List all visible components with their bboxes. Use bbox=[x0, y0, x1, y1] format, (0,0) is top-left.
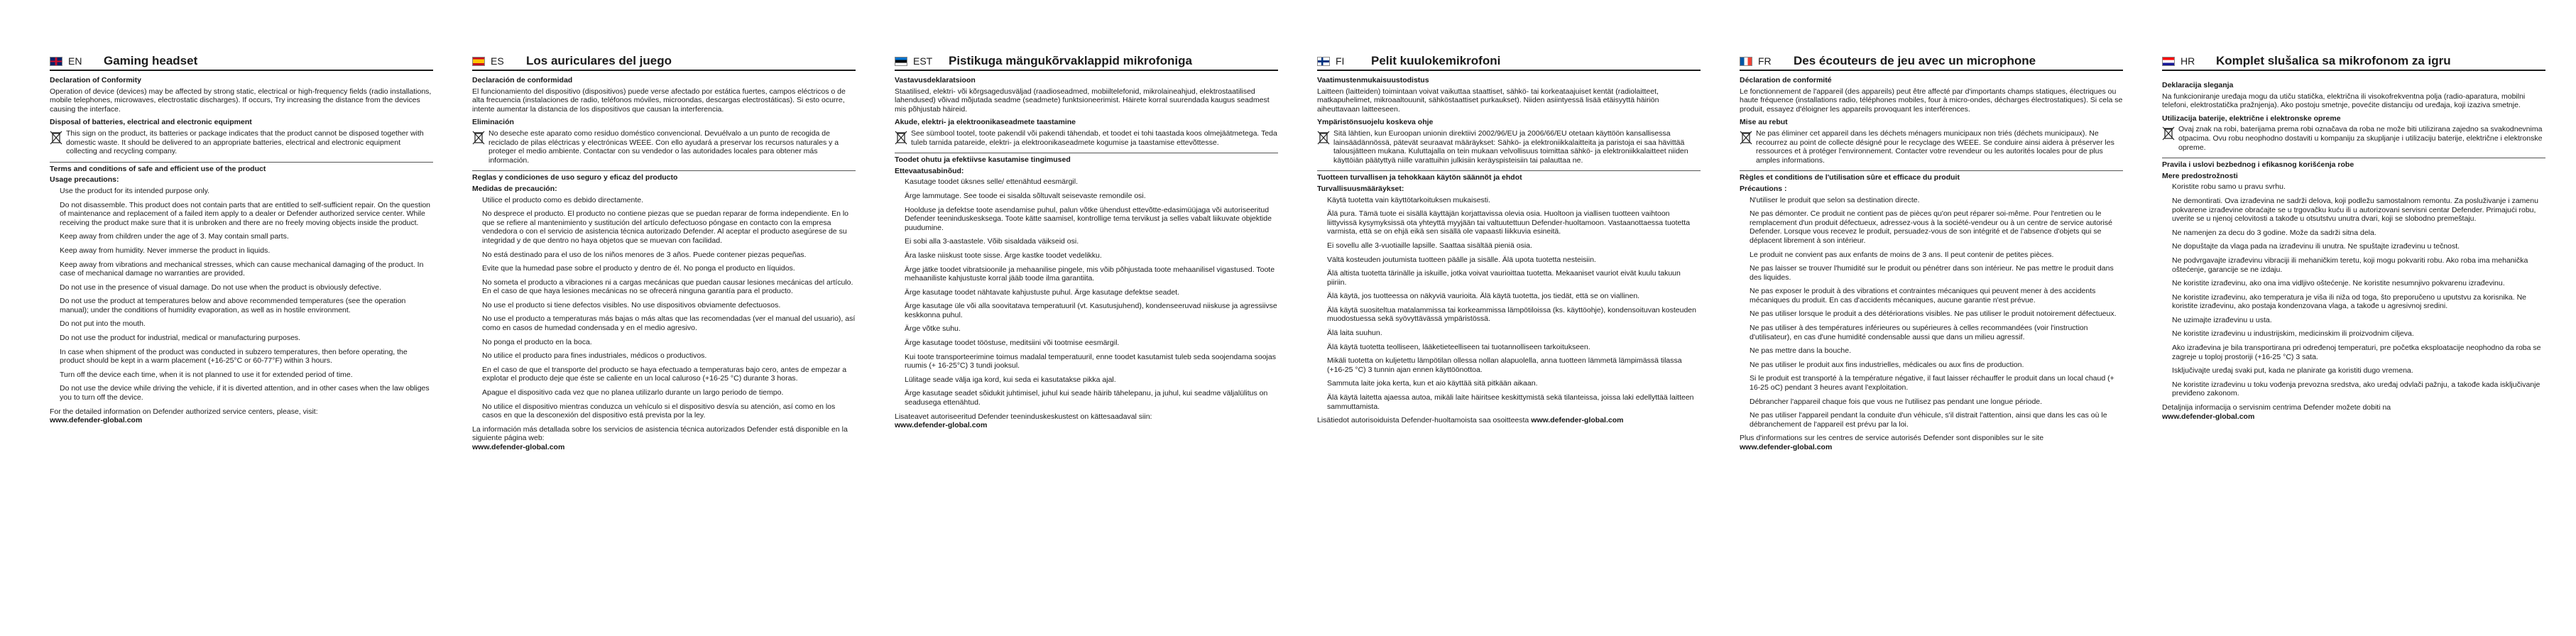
list-item: No someta el producto a vibraciones ni a cargas mecánicas que puedan causar lesiones mecánicas del artículo. En el caso de que haya lesiones mecánicas no se ofrecerá ninguna garantía para el producto. bbox=[482, 278, 853, 296]
precautions-list bbox=[1740, 196, 2123, 429]
list-item: Ne koristite izrađevinu, ako temperatura je viša ili niža od toga, što preporučeno u uputstvu za korisnika. Ne koristite izrađevinu, ako postaja kondenzovana vlaga, a takođe u agresivnoj sredini. bbox=[2172, 292, 2527, 311]
list-item: Ärge jätke toodet vibratsioonile ja mehaanilise pingele, mis võib põhjustada toote mehaanilisel vigastused. Toote mehaaniliste kahjustuste korral jääb toode ilma garantiita. bbox=[905, 265, 1275, 283]
footer-text bbox=[1317, 416, 1701, 425]
precautions-list bbox=[50, 187, 433, 402]
list-item: Do not disassemble. This product does not contain parts that are entitled to self-sufficient repair. On the question of maintenance and replacement of a failed item apply to a dealer or Defender authorized service center. While receiving the product make sure that it is unbroken and there are no freely moving objects inside the product. bbox=[60, 200, 430, 227]
list-item: No ponga el producto en la boca. bbox=[482, 337, 592, 346]
list-item: Älä käytä, jos tuotteessa on näkyviä vaurioita. Älä käytä tuotetta, jos tiedät, että se on viallinen. bbox=[1327, 292, 1640, 301]
list-item: Mikäli tuotetta on kuljetettu lämpötilan ollessa nollan alapuolella, anna tuotteen lämmetä lämpimässä tilassa (+16-25 °C) 3 tunnin ajan ennen käyttöönottoa. bbox=[1327, 356, 1682, 374]
language-code: HR bbox=[2181, 55, 2195, 67]
section-title: Gaming headset bbox=[104, 53, 198, 67]
terms-title: Tuotteen turvallisen ja tehokkaan käytön säännöt ja ehdot bbox=[1317, 173, 1522, 182]
list-item: Älä altista tuotetta tärinälle ja iskuille, jotka voivat vaurioittaa tuotetta. Mekaaniset vauriot eivät kuulu takuun piiriin. bbox=[1327, 269, 1681, 287]
list-item: En el caso de que el transporte del producto se haya efectuado a temperaturas bajo cero, antes de empezar a explotar el producto deje que éste se caliente en un local caluroso (+16-25 °C) durante 3 horas. bbox=[482, 365, 847, 383]
section-en bbox=[50, 53, 433, 620]
uk-flag-icon bbox=[50, 57, 62, 66]
list-item: Débrancher l'appareil chaque fois que vous ne l'utilisez pas pendant une longue période. bbox=[1750, 397, 2043, 406]
list-item: Ne pas utiliser lorsque le produit a des détériorations visibles. Ne pas utiliser le produit notoirement défectueux. bbox=[1750, 309, 2117, 319]
list-item: Ne uzimajte izrađevinu u usta. bbox=[2172, 315, 2272, 324]
list-item: Keep away from humidity. Never immerse the product in liquids. bbox=[60, 246, 271, 255]
disposal-text: See sümbool tootel, toote pakendil või pakendi tähendab, et toodet ei tohi taastada koos olmejäätmetega. Teda tuleb tarnida patareide, elektri- ja elektroonikaseadmete kogumise ja taastamise ettevõttesse. bbox=[911, 128, 1277, 147]
section-header bbox=[1317, 53, 1701, 71]
list-item: N'utiliser le produit que selon sa destination directe. bbox=[1750, 195, 1920, 204]
list-item: Ei sobi alla 3-aastastele. Võib sisaldada väikseid osi. bbox=[905, 237, 1079, 246]
conformity-title: Declaration of Conformity bbox=[50, 76, 141, 84]
conformity-text: El funcionamiento del dispositivo (dispositivos) puede verse afectado por estática fuertes, campos eléctricos o de alta frecuencia (instalaciones de radio, teléfonos móviles, microondas, descargas electrostáticas). Si esto ocurre, intente aumentar la distancia de los dispositivos que causan la interferencia. bbox=[472, 87, 846, 114]
section-es bbox=[472, 53, 856, 620]
usage-title: Précautions : bbox=[1740, 184, 1787, 193]
terms-title: Terms and conditions of safe and efficient use of the product bbox=[50, 164, 266, 173]
list-item: Use the product for its intended purpose only. bbox=[60, 186, 210, 195]
list-item: Do not use in the presence of visual damage. Do not use when the product is obviously defective. bbox=[60, 283, 381, 292]
usage-title: Usage precautions: bbox=[50, 175, 119, 185]
list-item: Le produit ne convient pas aux enfants de moins de 3 ans. Il peut contenir de petites pièces. bbox=[1750, 250, 2054, 259]
divider bbox=[472, 170, 856, 171]
crossed-bin-icon bbox=[472, 130, 485, 146]
disposal-text: Ne pas éliminer cet appareil dans les déchets ménagers municipaux non triés (déchets municipaux). Ne recourrez au point de collecte désigné pour le recyclage des WEEE. Se conduire ainsi aidera à préserver les ressources et à protéger l'environnement. Contacter votre revendeur ou les autorités locales pour de plus amples informations. bbox=[1756, 128, 2114, 165]
conformity-text: Operation of device (devices) may be affected by strong static, electrical or high-frequency fields (radio installations, mobile telephones, microwaves, electrostatic discharges). If occurs, Try increasing the distance from the devices causing the interface. bbox=[50, 87, 432, 114]
list-item: Sammuta laite joka kerta, kun et aio käyttää sitä pitkään aikaan. bbox=[1327, 379, 1538, 388]
list-item: Apague el dispositivo cada vez que no planea utilizarlo durante un largo periodo de tiempo. bbox=[482, 388, 784, 398]
list-item: Älä käytä tuotetta teolliseen, lääketieteelliseen tai tuotannolliseen tarkoitukseen. bbox=[1327, 342, 1590, 351]
footer-text: Detaljnija informacija o servisnim centrima Defender možete dobiti na bbox=[2162, 403, 2391, 412]
section-title: Pistikuga mängukõrvaklappid mikrofoniga bbox=[949, 53, 1192, 67]
usage-title: Medidas de precaución: bbox=[472, 184, 557, 193]
list-item: Ako izrađevina je bila transportirana pri određenoj temperaturi, pre početka eksploatacije neophodno da roba se zagreje u toploj prostoriji (+16-25 °C) 3 sata. bbox=[2172, 344, 2541, 361]
list-item: Ne pas utiliser l'appareil pendant la conduite d'un véhicule, s'il distrait l'attention, ainsi que dans les cas où le débranchement de l'appareil est prévu par la loi. bbox=[1750, 411, 2107, 429]
disposal-title: Ympäristönsuojelu koskeva ohje bbox=[1317, 118, 1434, 127]
conformity-title: Déclaration de conformité bbox=[1740, 76, 1832, 84]
conformity-text: Laitteen (laitteiden) toimintaan voivat vaikuttaa staattiset, sähkö- tai korkeataajuiset kentät (radiolaitteet, matkapuhelimet, mikroaaltouunit, sähköstaattiset purkaukset). Niiden asiintyessä lisää etäisyyttä häiriön aiheuttavaan laitteeseen. bbox=[1317, 87, 1659, 114]
conformity-text: Le fonctionnement de l'appareil (des appareils) peut être affecté par d'importants champs statiques, électriques ou haute fréquence (installations radio, téléphones mobiles, four à micro-ondes, décharges électrostatiques). Si cela se produit, essayez d'éloigner les appareils provoquant les interférences. bbox=[1740, 87, 2123, 114]
france-flag-icon bbox=[1740, 57, 1752, 66]
list-item: No está destinado para el uso de los niños menores de 3 años. Puede contener piezas pequeñas. bbox=[482, 250, 807, 259]
precautions-list bbox=[2162, 182, 2545, 398]
section-fr bbox=[1740, 53, 2123, 620]
list-item: No utilice el dispositivo mientras conduzca un vehículo si el dispositivo desvía su atención, así como en los casos en que la desconexión del dispositivo está prevista por la ley. bbox=[482, 402, 836, 420]
section-title: Des écouteurs de jeu avec un microphone bbox=[1794, 53, 2036, 67]
section-title: Pelit kuulokemikrofoni bbox=[1371, 53, 1501, 67]
list-item: No desprece el producto. El producto no contiene piezas que se puedan reparar de forma independiente. En lo que se refiere al mantenimiento y sustitución del artículo defectuoso póngase en contacto con la empresa vendedora o con el servicio de asistencia técnica autorizado Defender. Al aceptar el producto asegúrese de su integridad y de que dentro no haya objetos que se muevan con facilidad. bbox=[482, 209, 849, 245]
list-item: Ärge kasutage seadet sõidukit juhtimisel, juhul kui seade häirib tähelepanu, ja juhul, kui seadme väljalülitus on seadusega ettenähtud. bbox=[905, 389, 1268, 407]
list-item: Ne podvrgavajte izrađevinu vibraciji ili mehaničkim teretu, koji mogu pokvariti robu. Ako roba ima mehanička oštećenje, garancije se ne izdaju. bbox=[2172, 256, 2528, 274]
finland-flag-icon bbox=[1317, 57, 1330, 66]
list-item: Ne pas exposer le produit à des vibrations et contraintes mécaniques qui peuvent mener à des accidents mécaniques du produit. En cas d'accidents mécaniques, aucune garantie n'est prévue. bbox=[1750, 287, 2096, 305]
website-url: www.defender-global.com bbox=[895, 421, 988, 430]
conformity-title: Vastavusdeklaratsioon bbox=[895, 76, 976, 84]
list-item: Ne pas utiliser à des températures inférieures ou supérieures à celles recommandées (voir l'instruction d'utilisateur), en cas d'une humidité condensable aussi que dans un milieu agressif. bbox=[1750, 324, 2088, 341]
disposal-text: Ovaj znak na robi, baterijama prema robi označava da roba ne može biti utilizirana zajedno sa svakodnevnima otpacima. Ovu robu neophodno dostaviti u kompaniju za skupljanje i utilizaciju baterije, električne i elektronske opreme. bbox=[2178, 125, 2543, 152]
list-item: Si le produit est transporté à la température négative, il faut laisser réchauffer le produit dans un local chaud (+ 16-25 oC) pendant 3 heures avant l'exploitation. bbox=[1750, 374, 2114, 393]
list-item: Utilice el producto como es debido directamente. bbox=[482, 195, 644, 204]
terms-title: Toodet ohutu ja efektiivse kasutamise tingimused bbox=[895, 155, 1071, 165]
divider bbox=[1317, 170, 1701, 171]
conformity-text: Na funkcioniranje uređaja mogu da utiču statička, električna ili visokofrekventna polja (radio-aparatura, mobilni telefoni, elektrostatička pražnjenja). Ako postoju smetnje, povećite distanciju od uređaja, koji izaziva smetnje. bbox=[2162, 92, 2526, 110]
website-url: www.defender-global.com bbox=[50, 416, 143, 425]
website-url: www.defender-global.com bbox=[2162, 412, 2255, 421]
conformity-text: Staatilised, elektri- või kõrgsagedusväljad (raadioseadmed, mobiiltelefonid, mikrolaineahjud, elektrostaatilised lahendused) võivad mõjutada seadme (seadmete) funktsioneerimist. Häirete korral suurendada kaugus seadmest mis põhjustab häireid. bbox=[895, 87, 1270, 114]
croatia-flag-icon bbox=[2162, 57, 2175, 66]
disposal-title: Disposal of batteries, electrical and electronic equipment bbox=[50, 118, 252, 127]
language-code: FR bbox=[1758, 55, 1772, 67]
crossed-bin-icon bbox=[50, 130, 62, 146]
section-hr bbox=[2162, 53, 2545, 620]
disposal-title: Utilizacija baterije, električne i elektronske opreme bbox=[2162, 114, 2341, 123]
list-item: Do not use the product at temperatures below and above recommended temperatures (see the operation manual); under the conditions of humidity evaporation, as well as in hostile environment. bbox=[60, 297, 406, 314]
list-item: Vältä kosteuden joutumista tuotteen päälle ja sisälle. Älä upota tuotetta nesteisiin. bbox=[1327, 255, 1596, 264]
list-item: Isključivajte uređaj svaki put, kada ne planirate ga koristiti dugo vremena. bbox=[2172, 366, 2413, 375]
footer-text: For the detailed information on Defender authorized service centers, please, visit: bbox=[50, 407, 318, 416]
list-item: Ei sovellu alle 3-vuotiaille lapsille. Saattaa sisältää pieniä osia. bbox=[1327, 241, 1532, 250]
list-item: Do not use the product for industrial, medical or manufacturing purposes. bbox=[60, 334, 301, 343]
footer-text: La información más detallada sobre los servicios de asistencia técnica autorizados Defender está disponible en la siguiente página web: bbox=[472, 424, 848, 443]
website-url: www.defender-global.com bbox=[1531, 416, 1624, 425]
crossed-bin-icon bbox=[1740, 130, 1752, 146]
list-item: Ärge kasutage toodet tööstuse, meditsiini või tootmise eesmärgil. bbox=[905, 339, 1120, 348]
language-code: ES bbox=[491, 55, 504, 67]
usage-title: Mere predostrožnosti bbox=[2162, 171, 2238, 180]
list-item: Ärge lammutage. See toode ei sisalda sõltuvalt seisevaste remondile osi. bbox=[905, 191, 1146, 200]
list-item: Turn off the device each time, when it is not planned to use it for extended period of time. bbox=[60, 370, 353, 379]
divider bbox=[50, 162, 433, 163]
list-item: Evite que la humedad pase sobre el producto y dentro de él. No ponga el producto en líquidos. bbox=[482, 264, 795, 273]
footer-text: Lisateavet autoriseeritud Defender teeninduskeskustest on kättesaadaval siin: bbox=[895, 412, 1152, 421]
section-header bbox=[472, 53, 856, 71]
list-item: Käytä tuotetta vain käyttötarkoituksen mukaisesti. bbox=[1327, 195, 1490, 204]
terms-title: Pravila i uslovi bezbednog i efikasnog korišćenja robe bbox=[2162, 160, 2354, 170]
section-est bbox=[895, 53, 1278, 620]
list-item: Älä käytä laitetta ajaessa autoa, mikäli laite häiritsee keskittymistä sekä tilanteissa, joissa laki edellyttää laitteen sammuttamista. bbox=[1327, 393, 1694, 411]
crossed-bin-icon bbox=[1317, 130, 1330, 146]
spain-flag-icon bbox=[472, 57, 485, 66]
list-item: Do not use the device while driving the vehicle, if it is diverted attention, and in other cases when the law obliges you to turn off the device. bbox=[60, 384, 430, 402]
usage-title: Turvallisuusmääräykset: bbox=[1317, 184, 1404, 193]
list-item: Hoolduse ja defektse toote asendamise puhul, palun võtke ühendust ettevõtte-edasimüüjaga või autoriseeritud Defender teeninduskesksega. Toote kätte saamisel, kontrollige tema tervikust ja selles vabalt liikuvate objektide puudumine. bbox=[905, 205, 1272, 232]
list-item: Ne namenjen za decu do 3 godine. Može da sadrži sitna dela. bbox=[2172, 228, 2376, 237]
section-header bbox=[50, 53, 433, 71]
usage-title: Ettevaatusabinõud: bbox=[895, 166, 964, 175]
list-item: Koristite robu samo u pravu svrhu. bbox=[2172, 182, 2286, 192]
list-item: Keep away from children under the age of 3. May contain small parts. bbox=[60, 232, 289, 241]
disposal-text: No deseche este aparato como residuo doméstico convencional. Devuélvalo a un punto de recogida de reciclado de pilas eléctricas y electrónicas WEEE. Con ello ayudará a preservar los recursos naturales y a proteger el medio ambiente. Contactar con su vendedor o las autoridades locales para obtener más información. bbox=[489, 128, 839, 165]
list-item: No use el producto a temperaturas más bajas o más altas que las recomendadas (ver el manual del usuario), así como en casos de humedad condensada y en el medio agresivo. bbox=[482, 314, 856, 333]
divider bbox=[1740, 170, 2123, 171]
list-item: Ärge kasutage toodet nähtavate kahjustuste puhul. Ärge kasutage defektse seadet. bbox=[905, 287, 1180, 297]
list-item: Ne dopuštajte da vlaga pada na izrađevinu ili unutra. Ne spuštajte izrađevinu u tečnost. bbox=[2172, 242, 2460, 251]
crossed-bin-icon bbox=[895, 130, 907, 146]
precautions-list bbox=[895, 177, 1278, 407]
list-item: Ära laske niiskust toote sisse. Ärge kastke toodet vedelikku. bbox=[905, 251, 1102, 260]
disposal-title: Eliminación bbox=[472, 118, 514, 127]
estonia-flag-icon bbox=[895, 57, 907, 66]
list-item: Kui toote transporteerimine toimus madalal temperatuuril, enne toodet kasutamist tuleb seda soojendama soojas ruumis (+ 16-25°C) 3 tundi jooksul. bbox=[905, 352, 1276, 371]
list-item: Ne pas utiliser le produit aux fins industrielles, médicales ou aux fins de production. bbox=[1750, 360, 2024, 369]
list-item: Keep away from vibrations and mechanical stresses, which can cause mechanical damaging of the product. In case of mechanical damage no warranties are provided. bbox=[60, 260, 424, 278]
disposal-title: Akude, elektri- ja elektroonikaseadmete taastamine bbox=[895, 118, 1076, 127]
precautions-list bbox=[1317, 196, 1701, 412]
list-item: No utilice el producto para fines industriales, médicos o productivos. bbox=[482, 351, 707, 361]
list-item: Ne koristite izrađevinu u industrijskim, medicinskim ili proizvodnim ciljeva. bbox=[2172, 329, 2414, 339]
disposal-text: Sitä lähtien, kun Euroopan unionin direktiivi 2002/96/EU ja 2006/66/EU otetaan käyttöön kansallisessa lainsäädännössä, pätevät seuraavat määräykset: Sähkö- ja elektroniikkalaitteita ja paristoja ei saa hävittää talousjätteen mukana. Kuluttajalla on tein mukaan velvollisuus toimittaa sähkö- ja elektroniikkalaitteet niiden käyttöiän päätyttyä niille varattuihin julkisiin keräyspisteisiin tai palauttaa ne. bbox=[1333, 128, 1688, 165]
list-item: Ne demontirati. Ova izrađevina ne sadrži delova, koji podležu samostalnom remontu. Za posluživanje i zamenu pokvarene izrađevine obraćajte se u trgovačku kuću ili u autorizovani servisni centar Defender. Primajući robu, uverite se u njenoj celovitosti a takođe u otsutstvu unutra dvari, koji se slobodno premeštaju. bbox=[2172, 196, 2538, 224]
website-url: www.defender-global.com bbox=[472, 443, 565, 451]
crossed-bin-icon bbox=[2162, 126, 2175, 141]
terms-title: Reglas y condiciones de uso seguro y eficaz del producto bbox=[472, 173, 678, 182]
section-header bbox=[895, 53, 1278, 71]
list-item: Älä käytä suositeltua matalammissa tai korkeammissa lämpötiloissa (ks. käyttöohje), kondensoituvan kosteuden muodostuessa sekä syövyttävässä ympäristössä. bbox=[1327, 305, 1696, 324]
list-item: Ne pas démonter. Ce produit ne contient pas de pièces qu'on peut réparer soi-même. Pour l'entretien ou le remplacement d'un produit défectueux, adressez-vous à la société-vendeur ou à un centre de service autorisé Defender. Lorsque vous recevez le produit, persuadez-vous de son intégrité et de l'absence d'objets qui se déplacent librement à son intérieur. bbox=[1750, 209, 2112, 245]
precautions-list bbox=[472, 196, 856, 420]
list-item: Kasutage toodet üksnes selle/ ettenähtud eesmärgil. bbox=[905, 177, 1078, 187]
section-title: Komplet slušalica sa mikrofonom za igru bbox=[2216, 53, 2451, 67]
section-header bbox=[2162, 53, 2545, 71]
language-code: EST bbox=[913, 55, 933, 67]
disposal-text: This sign on the product, its batteries or package indicates that the product cannot be disposed together with domestic waste. It should be delivered to an appropriate batteries, electrical and electronic equipment collecting and recycling company. bbox=[66, 128, 424, 156]
conformity-title: Declaración de conformidad bbox=[472, 76, 573, 84]
list-item: In case when shipment of the product was conducted in subzero temperatures, then before operating, the product should be kept in a warm placement (+16-25°C or 60-77°F) within 3 hours. bbox=[60, 347, 408, 366]
list-item: Lülitage seade välja iga kord, kui seda ei kasutatakse pikka ajal. bbox=[905, 375, 1116, 384]
website-url: www.defender-global.com bbox=[1740, 443, 1833, 451]
list-item: Ne koristite izrađevinu u toku vođenja prevozna sredstva, ako uređaj odvlači pažnju, a takođe kada isključivanje previđeno zakonom. bbox=[2172, 380, 2540, 398]
conformity-title: Deklaracija sleganja bbox=[2162, 81, 2234, 89]
section-title: Los auriculares del juego bbox=[526, 53, 672, 67]
footer-text: Plus d'informations sur les centres de service autorisés Defender sont disponibles sur le site bbox=[1740, 434, 2044, 443]
list-item: No use el producto si tiene defectos visibles. No use dispositivos obviamente defectuosos. bbox=[482, 300, 781, 309]
list-item: Ne koristite izrađevinu, ako ona ima vidljivo oštećenje. Ne koristite nesumnjivo pokvarenu izrađevinu. bbox=[2172, 279, 2505, 288]
section-fi bbox=[1317, 53, 1701, 620]
section-header bbox=[1740, 53, 2123, 71]
list-item: Älä pura. Tämä tuote ei sisällä käyttäjän korjattavissa olevia osia. Huoltoon ja viallisen tuotteen vaihtoon liittyvissä kysymyksissä ota yhteyttä myyjään tai valtuutettuun Defender-huoltamoon. Vastaanottaessa tuotetta varmista, että se on ehjä eikä sen sisällä ole vapaasti liikkuvia esineitä. bbox=[1327, 209, 1691, 236]
footer-label: Lisätiedot autorisoiduista Defender-huoltamoista saa osoitteesta bbox=[1317, 416, 1529, 425]
list-item: Älä laita suuhun. bbox=[1327, 329, 1382, 338]
disposal-title: Mise au rebut bbox=[1740, 118, 1788, 127]
language-code: FI bbox=[1336, 55, 1345, 67]
list-item: Ärge kasutage üle või alla soovitatava temperatuuril (vt. Kasutusjuhend), kondenseeruvad niiskuse ja agressiivse keskkonna puhul. bbox=[905, 302, 1277, 319]
list-item: Ne pas mettre dans la bouche. bbox=[1750, 346, 1852, 356]
language-code: EN bbox=[68, 55, 82, 67]
list-item: Ne pas laisser se trouver l'humidité sur le produit ou pénétrer dans son intérieur. Ne pas mettre le produit dans des liquides. bbox=[1750, 264, 2114, 282]
list-item: Do not put into the mouth. bbox=[60, 319, 146, 329]
conformity-title: Vaatimustenmukaisuustodistus bbox=[1317, 76, 1429, 84]
terms-title: Règles et conditions de l'utilisation sûre et efficace du produit bbox=[1740, 173, 1960, 182]
list-item: Ärge võtke suhu. bbox=[905, 324, 961, 334]
